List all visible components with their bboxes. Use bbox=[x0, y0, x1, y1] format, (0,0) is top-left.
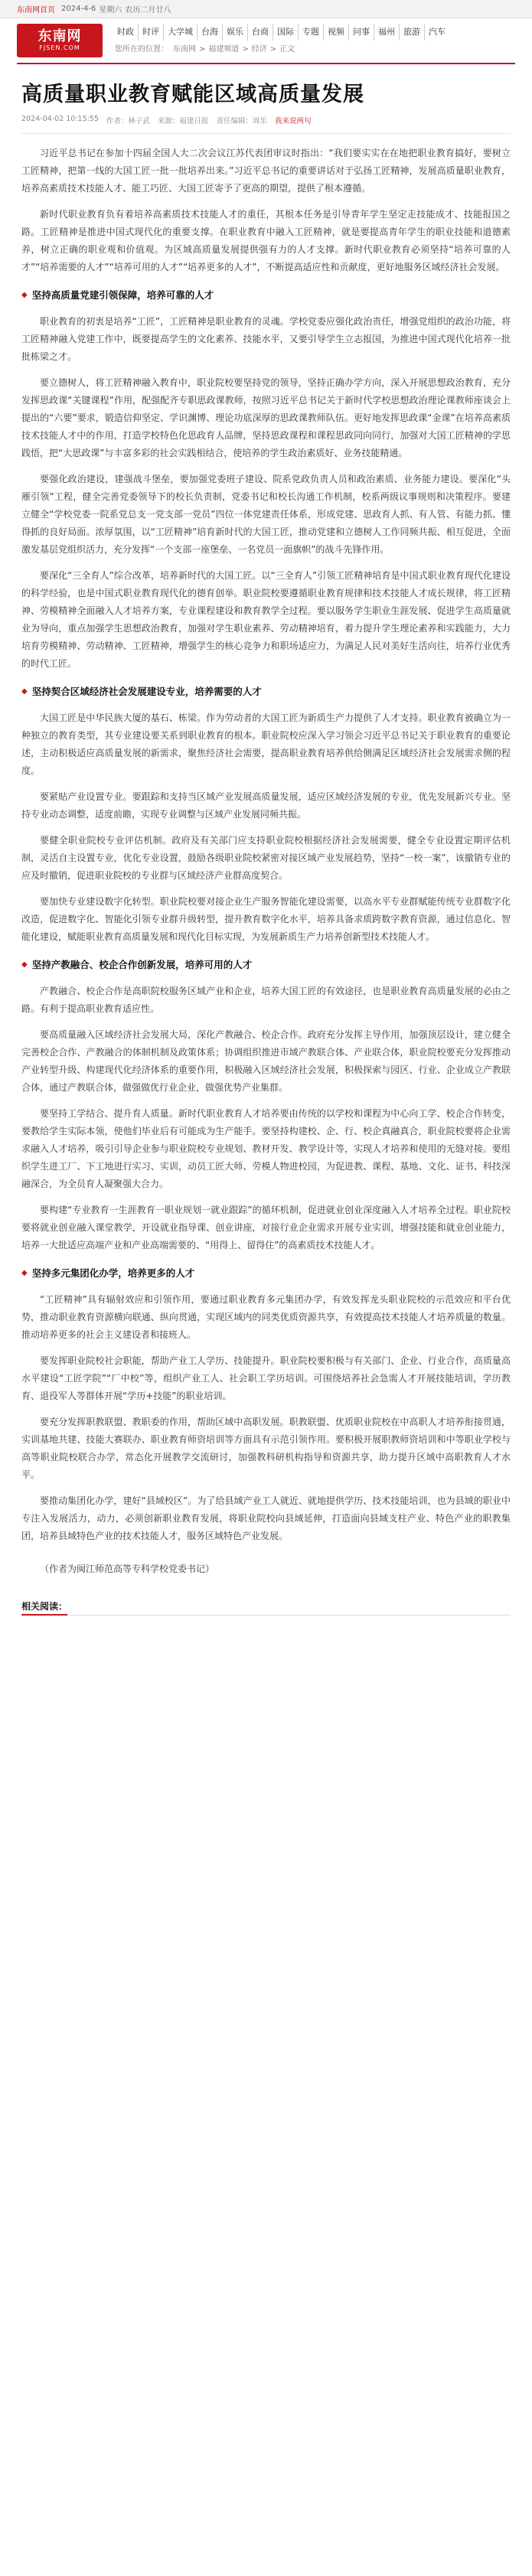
nav-link[interactable]: 专题 bbox=[299, 24, 324, 41]
paragraph: 要立德树人，将工匠精神融入教育中，职业院校要坚持党的领导，坚持正确办学方向，深入开展思想政治教育，充分发挥思政课“关键课程”作用，配强配齐专职思政课教师，按照习近平总书记关于新时代学校思想政治理论课教师座谈会上提出的“六要”要求，锻造信仰坚定、学识渊博、理论功底深厚的思政课教师队伍。更好地发挥思政课“金课”在培养高素质技术技能人才中的作用，打造学校特色化思政育人品牌，坚持思政课程和课程思政同向同行，加强对大国工匠精神的学思践悟，把“大思政课”与丰富多彩的社会实践相结合，使培养的学生政治素质好、业务技能精通。 bbox=[21, 377, 511, 458]
article-source: 来源：福建日报 bbox=[157, 117, 209, 126]
date: 2024-4-6 bbox=[61, 5, 96, 13]
nav-row-1 bbox=[113, 24, 515, 41]
nav-link[interactable]: 视频 bbox=[324, 24, 349, 41]
nav-link[interactable]: 时评 bbox=[139, 24, 164, 41]
article-author: 作者：林子武 bbox=[106, 117, 150, 126]
paragraph: 要发挥职业院校社会职能，帮助产业工人学历、技能提升。职业院校要积极与有关部门、企业、行业合作，高质量高水平建设“工匠学院”“厂中校”等，组织产业工人、社会职工学历培训。可围绕培养社会急需人才开展技能培训，学历教育、退役军人等群体开展“学历+技能”的职业培训。 bbox=[21, 1355, 511, 1401]
site-logo[interactable] bbox=[17, 24, 103, 57]
section-heading bbox=[21, 1265, 511, 1282]
paragraph: 要强化政治建设，建强战斗堡垒，要加强党委班子建设、院系党政负责人员和政治素质、业务能力建设。要深化“头雁引领”工程，健全完善党委领导下的校长负责制，党委书记和校长沟通工作机制，校系两级议事规则和决策程序。要建立健全“学校党委一院系党总支一党支部一党员”四位一体党建责任体系，形成党建、思政育人抓、有人管、有能力抓、懂得抓的良好局面。浓厚氛围，以“工匠精神”培育新时代的大国工匠，推动党建和立德树人工作同频共振、相互促进，全面激发基层党组织活力，充分发挥“一个支部一座堡垒、一名党员一面旗帜”的战斗先锋作用。 bbox=[21, 474, 511, 555]
nav-link[interactable]: 问事 bbox=[349, 24, 374, 41]
nav-link[interactable]: 旅游 bbox=[400, 24, 425, 41]
home-link[interactable]: 东南网首页 bbox=[17, 6, 55, 15]
paragraph: 要高质量融入区域经济社会发展大局，深化产教融合、校企合作。政府充分发挥主导作用，加强顶层设计，建立健全完善校企合作、产教融合的体制机制及政策体系；协调组织推进市域产教联合体、产业联合体，职业院校要充分发挥推动产业转型升级、构建现代化经济体系的重要作用，积极融入区域经济社会发展，积极探索与园区、行业、企业成立产教联合体，通过产教联合体，做强做优行业企业，做强优势产业集群。 bbox=[21, 1029, 511, 1093]
article-title: 高质量职业教育赋能区域高质量发展 bbox=[21, 83, 364, 106]
paragraph: 新时代职业教育负有着培养高素质技术技能人才的重任，其根本任务是引导青年学生坚定走技能成才、技能报国之路。工匠精神是推进中国式现代化的重要支撑。在职业教育中融入工匠精神，就是要提高青年学生的职业技能和道德素养，树立正确的职业观和价值观。为区域高质量发展提供强有力的人才支撑。新时代职业教育必须坚持“培养可靠的人才”“培养需要的人才”“培养可用的人才”“培养更多的人才”，不断提高适应性和贡献度，更好地服务区域经济社会发展。 bbox=[21, 209, 511, 272]
lunar-date: 农历二月廿八 bbox=[125, 6, 171, 15]
author-note: （作者为闽江师范高等专科学校党委书记） bbox=[40, 1564, 215, 1574]
diamond-icon: ◆ bbox=[21, 1269, 28, 1277]
breadcrumb-item[interactable]: 东南网 bbox=[173, 44, 196, 54]
paragraph: 要深化“三全育人”综合改革，培养新时代的大国工匠。以“三全育人”引领工匠精神培育是中国式职业教育现代化建设的科学经验，也是中国式职业教育现代化的德育创举。职业院校要遵循职业教育规律和技术技能人才成长规律，将工匠精神、劳模精神全面融入人才培养方案，专业课程建设和教育教学全过程。要以服务学生职业生涯发展、促进学生高质量就业为导向，重点加强学生思想政治教育，加强对学生职业素养、劳动精神培育，着力提升学生理论素养和实践能力，大力培育劳模精神、劳动精神、工匠精神，增强学生的核心竞争力和职场适应力，为满足人民对美好生活向往，培养行业优秀的时代工匠。 bbox=[21, 570, 511, 669]
paragraph: 要推动集团化办学，建好“县域校区”。为了给县域产业工人就近、就地提供学历、技术技能培训，也为县域的职业中专注入发展活力，动力，必须创新职业教育发展，将职业院校向县域延伸，打造面向县域支柱产业、特色产业的职教集团，培养县域特色产业的技术技能人才，服务区域特色产业发展。 bbox=[21, 1495, 511, 1541]
paragraph: 要紧贴产业设置专业。要跟踪和支持当区域产业发展高质量发展，适应区域经济发展的专业，优先发展新兴专业。坚持专业动态调整，适度前瞻，实现专业调整与区域产业发展同频共振。 bbox=[21, 791, 511, 820]
nav-link[interactable]: 娱乐 bbox=[223, 24, 248, 41]
weekday: 星期六 bbox=[99, 6, 122, 15]
breadcrumb-separator: > bbox=[269, 44, 277, 54]
article-body bbox=[21, 145, 511, 1578]
diamond-icon: ◆ bbox=[21, 960, 28, 969]
breadcrumb-separator: > bbox=[242, 44, 249, 54]
paragraph: 要健全职业院校专业评估机制。政府及有关部门应支持职业院校根据经济社会发展需要，健全专业设置定期评估机制，灵活自主设置专业，优化专业设置，鼓励各级职业院校紧密对接区域产业发展趋势，坚持“一校一案”，该撤销专业的应及时撤销，促进职业院校的专业群与区域经济产业群高度契合。 bbox=[21, 835, 511, 881]
nav-link[interactable]: 大学城 bbox=[164, 24, 197, 41]
paragraph: 要充分发挥职教联盟、教职委的作用，帮助区域中高职发展。职教联盟、优质职业院校在中高职人才培养衔接贯通，实训基地共建、技能大赛联办、职业教育师资培训等方面具有示范引领作用。要积极开展职教师资培训和中等职业学校与高等职业院校联合办学，常态化开展教学交流研讨，加强教科研机构指导和资源共享，助力提升区域中高职教育人才水平。 bbox=[21, 1417, 511, 1480]
paragraph: 要加快专业建设数字化转型。职业院校要对接企业生产服务智能化建设需要，以高水平专业群赋能传统专业群数字化改造，促进数字化、智能化引领专业群升级转型，提升教育数字化水平，培养具备求质跨数字教育资源，通过信息化、智能化建设，赋能职业教育高质量发展和现代化目标实现，为发展新质生产力培养创新型技术技能人才。 bbox=[21, 896, 511, 942]
related-divider bbox=[21, 1615, 511, 1616]
breadcrumb-separator: > bbox=[199, 44, 206, 54]
diamond-icon: ◆ bbox=[21, 291, 28, 299]
header-divider bbox=[17, 63, 515, 64]
paragraph: “工匠精神”具有辐射效应和引领作用，要通过职业教育多元集团办学，有效发挥龙头职业院校的示范效应和平台优势，推动职业教育资源横向联通、纵向贯通，实现区域内的同类优质资源共享，有效提高技术技能人才培养质量的数量。推动培养更多的社会主义建设者和接班人。 bbox=[21, 1294, 511, 1340]
nav-link[interactable]: 汽车 bbox=[429, 26, 446, 37]
nav-link[interactable]: 福州 bbox=[374, 24, 400, 41]
paragraph: 产教融合、校企合作是高职院校服务区域产业和企业，培养大国工匠的有效途径，也是职业教育高质量发展的必由之路。有利于提高职业教育适应性。 bbox=[21, 986, 511, 1014]
breadcrumb-prefix: 您所在的位置： bbox=[115, 44, 168, 54]
comment-link[interactable]: 我来说两句 bbox=[274, 117, 312, 126]
article-meta bbox=[21, 115, 511, 134]
breadcrumb-item[interactable]: 福建频道 bbox=[208, 44, 240, 54]
paragraph: 大国工匠是中华民族大厦的基石、栋梁。作为劳动者的大国工匠为新质生产力提供了人才支持。职业教育被确立为一种独立的教育类型，其专业建设要关系到职业教育的根本。职业院校应深入学习领会习近平总书记关于职业教育的重要论述，主动积极适应高质量发展的新需求，聚焦经济社会需要，提高职业教育培养供给侧满足区域经济社会发展需求侧的程度。 bbox=[21, 712, 511, 776]
article-editor: 责任编辑：周乐 bbox=[216, 117, 267, 126]
section-heading bbox=[21, 287, 511, 304]
section-heading-text: 坚持产教融合、校企合作创新发展，培养可用的人才 bbox=[31, 959, 253, 970]
paragraph: 要坚持工学结合、提升育人质量。新时代职业教育人才培养要由传统的以学校和课程为中心向工学、校企合作转变，要教给学生实际本领，使他们毕业后有可能成为生产能手。要坚持构建校、企、行、校企真融真合，职业院校要将企业需求融入人才培养，吸引引导企业参与职业院校专业规划、教材开发、教学设计等，实现人才培养和使用的无缝对接。要组织学生进工厂、下工地进行实习、实训，动员工匠大师、劳模人物进校园，为促进教、课程、基地、文化、证书、科技深融深合，为全员育人凝聚强大合力。 bbox=[21, 1108, 511, 1189]
paragraph: 习近平总书记在参加十四届全国人大二次会议江苏代表团审议时指出：“我们要实实在在地把职业教育搞好，要树立工匠精神，把第一线的大国工匠一批一批培养出来。”习近平总书记的重要讲话对于弘扬工匠精神，发展高质量职业教育，培养高素质技术技能人才、能工巧匠、大国工匠寄予了更高的期望，提供了根本遵循。 bbox=[21, 148, 511, 194]
paragraph: 职业教育的初衷是培养“工匠”，工匠精神是职业教育的灵魂。学校党委应强化政治责任，增强党组织的政治功能，将工匠精神融入党建工作中，既要提高学生的文化素养、技能水平，又要引导学生立志报国，为推进中国式现代化培养一批批栋梁之才。 bbox=[21, 316, 511, 362]
nav-link[interactable]: 台商 bbox=[248, 24, 273, 41]
article bbox=[0, 81, 532, 1578]
breadcrumb bbox=[113, 41, 515, 58]
breadcrumb-item[interactable]: 经济 bbox=[251, 44, 267, 54]
nav-link[interactable]: 台海 bbox=[197, 24, 223, 41]
section-heading-text: 坚持多元集团化办学，培养更多的人才 bbox=[31, 1267, 195, 1279]
nav-link[interactable]: 时政 bbox=[113, 24, 139, 41]
site-header bbox=[0, 18, 532, 63]
publish-time: 2024-04-02 10:15:55 bbox=[21, 115, 99, 123]
section-heading-text: 坚持契合区域经济社会发展建设专业，培养需要的人才 bbox=[31, 686, 262, 697]
logo-domain: FJSEN.COM bbox=[39, 44, 80, 51]
section-heading-text: 坚持高质量党建引领保障，培养可靠的人才 bbox=[31, 289, 214, 301]
section-heading bbox=[21, 957, 511, 973]
top-bar bbox=[0, 0, 532, 18]
section-heading bbox=[21, 683, 511, 700]
logo-text: 东南网 bbox=[38, 28, 82, 44]
paragraph: 要构建“专业教育一生涯教育一职业规划一就业跟踪”的循环机制，促进就业创业深度融入人才培养全过程。职业院校要将就业创业融入课堂教学，开设就业指导课、创业讲座，对接行业企业需求开展专业实训，增强技能和就业创业能力，培养一大批适应高端产业和产业高端需要的、“用得上、留得住”的高素质技术技能人才。 bbox=[21, 1205, 511, 1251]
nav-link[interactable]: 国际 bbox=[273, 24, 299, 41]
diamond-icon: ◆ bbox=[21, 687, 28, 696]
breadcrumb-item[interactable]: 正文 bbox=[279, 44, 295, 54]
main-nav bbox=[113, 24, 515, 58]
related-title: 相关阅读： bbox=[21, 1599, 67, 1616]
related-reading bbox=[0, 1598, 532, 1616]
